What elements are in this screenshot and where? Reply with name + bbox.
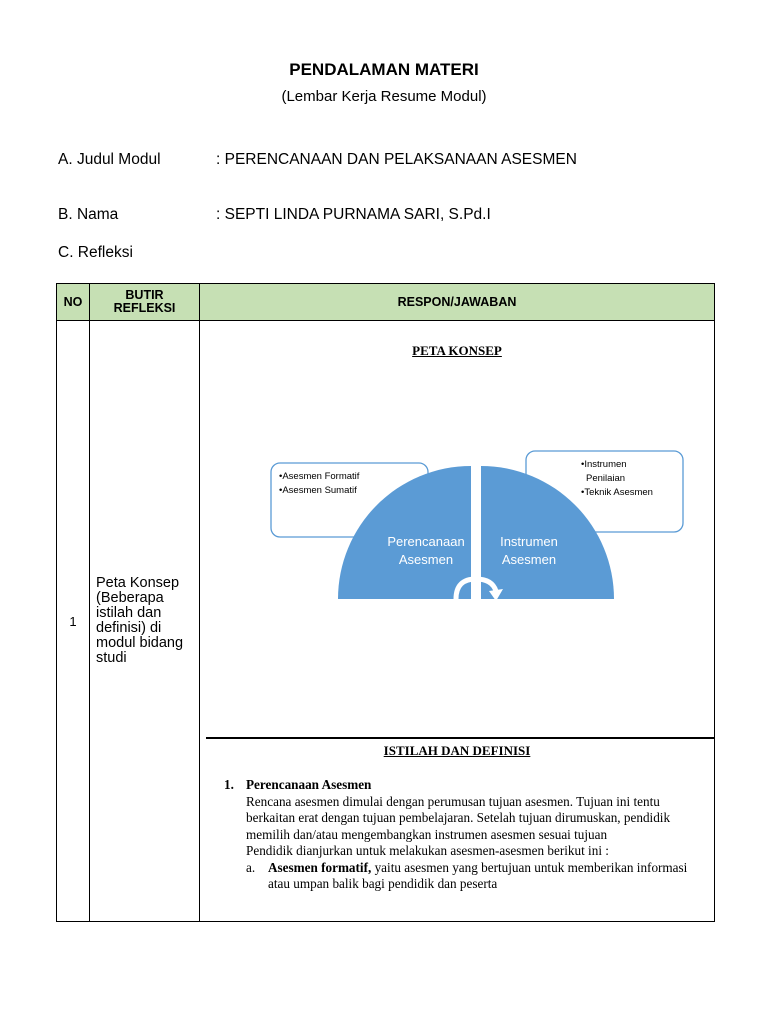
concept-map-diagram: [260, 411, 690, 611]
item-text-2: Pendidik dianjurkan untuk melakukan asesmen-asesmen berikut ini :: [246, 843, 609, 858]
judul-modul-label: A. Judul Modul: [58, 151, 161, 168]
sub-item-a: [246, 860, 706, 893]
right-box-item: Penilaian: [586, 473, 626, 484]
table-header-row: [57, 284, 715, 321]
row-number: 1: [57, 321, 90, 922]
sub-item-letter: a.: [246, 859, 256, 875]
nama-label: B. Nama: [58, 206, 119, 223]
item-number: 1.: [224, 777, 234, 792]
judul-modul-row: [58, 151, 577, 169]
header-respon: RESPON/JAWABAN: [200, 284, 715, 321]
sub-item-text: yaitu asesmen yang bertujuan untuk memberikan informasi atau umpan balik bagi pendidik dan peserta: [268, 859, 688, 891]
row-butir: Peta Konsep (Beberapa istilah dan definisi) di modul bidang studi: [90, 321, 200, 922]
left-box-item: •Asesmen Sumatif: [279, 485, 357, 496]
row-respon: [200, 321, 715, 922]
refleksi-label: C. Refleksi: [58, 244, 133, 261]
istilah-title: ISTILAH DAN DEFINISI: [383, 743, 531, 758]
table-row: [57, 321, 715, 922]
right-half-label: Instrumen: [500, 534, 558, 549]
item-text: Rencana asesmen dimulai dengan perumusan tujuan asesmen. Tujuan ini tentu berkaitan erat dengan tujuan pembelajaran. Setelah tujuan dirumuskan, pendidik memilih dan/atau mengembangkan instrumen asesmen sesuai tujuan: [246, 793, 671, 842]
page-title: PENDALAMAN MATERI: [289, 60, 479, 79]
left-half-label: Perencanaan: [387, 534, 465, 549]
page-subtitle: (Lembar Kerja Resume Modul): [281, 88, 487, 105]
header-no: NO: [57, 284, 90, 321]
refleksi-table: [56, 283, 715, 922]
judul-modul-value: : PERENCANAAN DAN PELAKSANAAN ASESMEN: [216, 151, 577, 168]
right-box-item: •Teknik Asesmen: [581, 487, 653, 498]
left-half-label: Asesmen: [398, 552, 454, 567]
istilah-body: [224, 777, 706, 893]
right-box-item: •Instrumen: [581, 459, 627, 470]
sub-item-bold: Asesmen formatif,: [268, 859, 372, 875]
section-divider: [206, 737, 714, 739]
item-heading: Perencanaan Asesmen: [246, 777, 372, 792]
nama-value: : SEPTI LINDA PURNAMA SARI, S.Pd.I: [216, 206, 491, 223]
right-half-label: Asesmen: [501, 552, 557, 567]
peta-konsep-title: PETA KONSEP: [412, 343, 502, 358]
left-box-item: •Asesmen Formatif: [279, 471, 360, 482]
nama-row: [58, 206, 491, 224]
header-butir: BUTIR REFLEKSI: [90, 284, 200, 321]
